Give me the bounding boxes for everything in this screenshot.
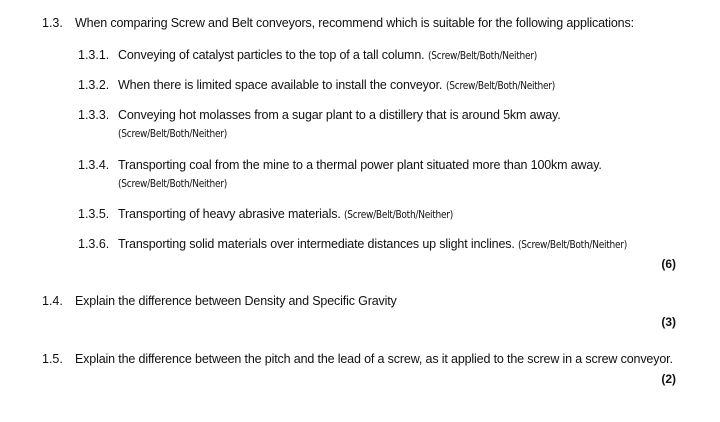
sub-question-number: 1.3.1.: [78, 48, 110, 62]
sub-question-options: [118, 176, 245, 192]
answer-options: (Screw/Belt/Both/Neither): [445, 80, 555, 92]
question-number: 1.5.: [42, 352, 63, 366]
sub-question-text: Transporting coal from the mine to a thermal power plant situated more than 100km away.: [118, 158, 602, 172]
answer-options: (Screw/Belt/Both/Neither): [427, 50, 537, 62]
marks-label: (6): [661, 257, 676, 271]
sub-question-text: Transporting solid materials over intermediate distances up slight inclines. (Screw/Belt/Both/Neither): [118, 237, 628, 251]
question-text: Explain the difference between the pitch and the lead of a screw, as it applied to the screw in a screw conveyor.: [75, 352, 673, 366]
question-text: When comparing Screw and Belt conveyors, recommend which is suitable for the following applications:: [75, 16, 634, 30]
marks-label: (2): [661, 372, 676, 386]
answer-options: (Screw/Belt/Both/Neither): [118, 128, 228, 140]
sub-question-text: When there is limited space available to install the conveyor. (Screw/Belt/Both/Neither): [118, 78, 555, 92]
question-text: Explain the difference between Density and Specific Gravity: [75, 294, 397, 308]
sub-question-number: 1.3.6.: [78, 237, 110, 251]
sub-question-text: Conveying of catalyst particles to the top of a tall column. (Screw/Belt/Both/Neither): [118, 48, 537, 62]
answer-options: (Screw/Belt/Both/Neither): [344, 209, 454, 221]
question-number: 1.4.: [42, 294, 63, 308]
sub-question-options: [118, 126, 245, 142]
sub-question-text: Conveying hot molasses from a sugar plant to a distillery that is around 5km away.: [118, 108, 561, 122]
sub-question-number: 1.3.3.: [78, 108, 110, 122]
question-number: 1.3.: [42, 16, 63, 30]
sub-question-number: 1.3.2.: [78, 78, 110, 92]
sub-question-number: 1.3.4.: [78, 158, 110, 172]
answer-options: (Screw/Belt/Both/Neither): [518, 239, 628, 251]
answer-options: (Screw/Belt/Both/Neither): [118, 178, 228, 190]
sub-question-text: Transporting of heavy abrasive materials. (Screw/Belt/Both/Neither): [118, 207, 454, 221]
sub-question-number: 1.3.5.: [78, 207, 110, 221]
marks-label: (3): [661, 315, 676, 329]
